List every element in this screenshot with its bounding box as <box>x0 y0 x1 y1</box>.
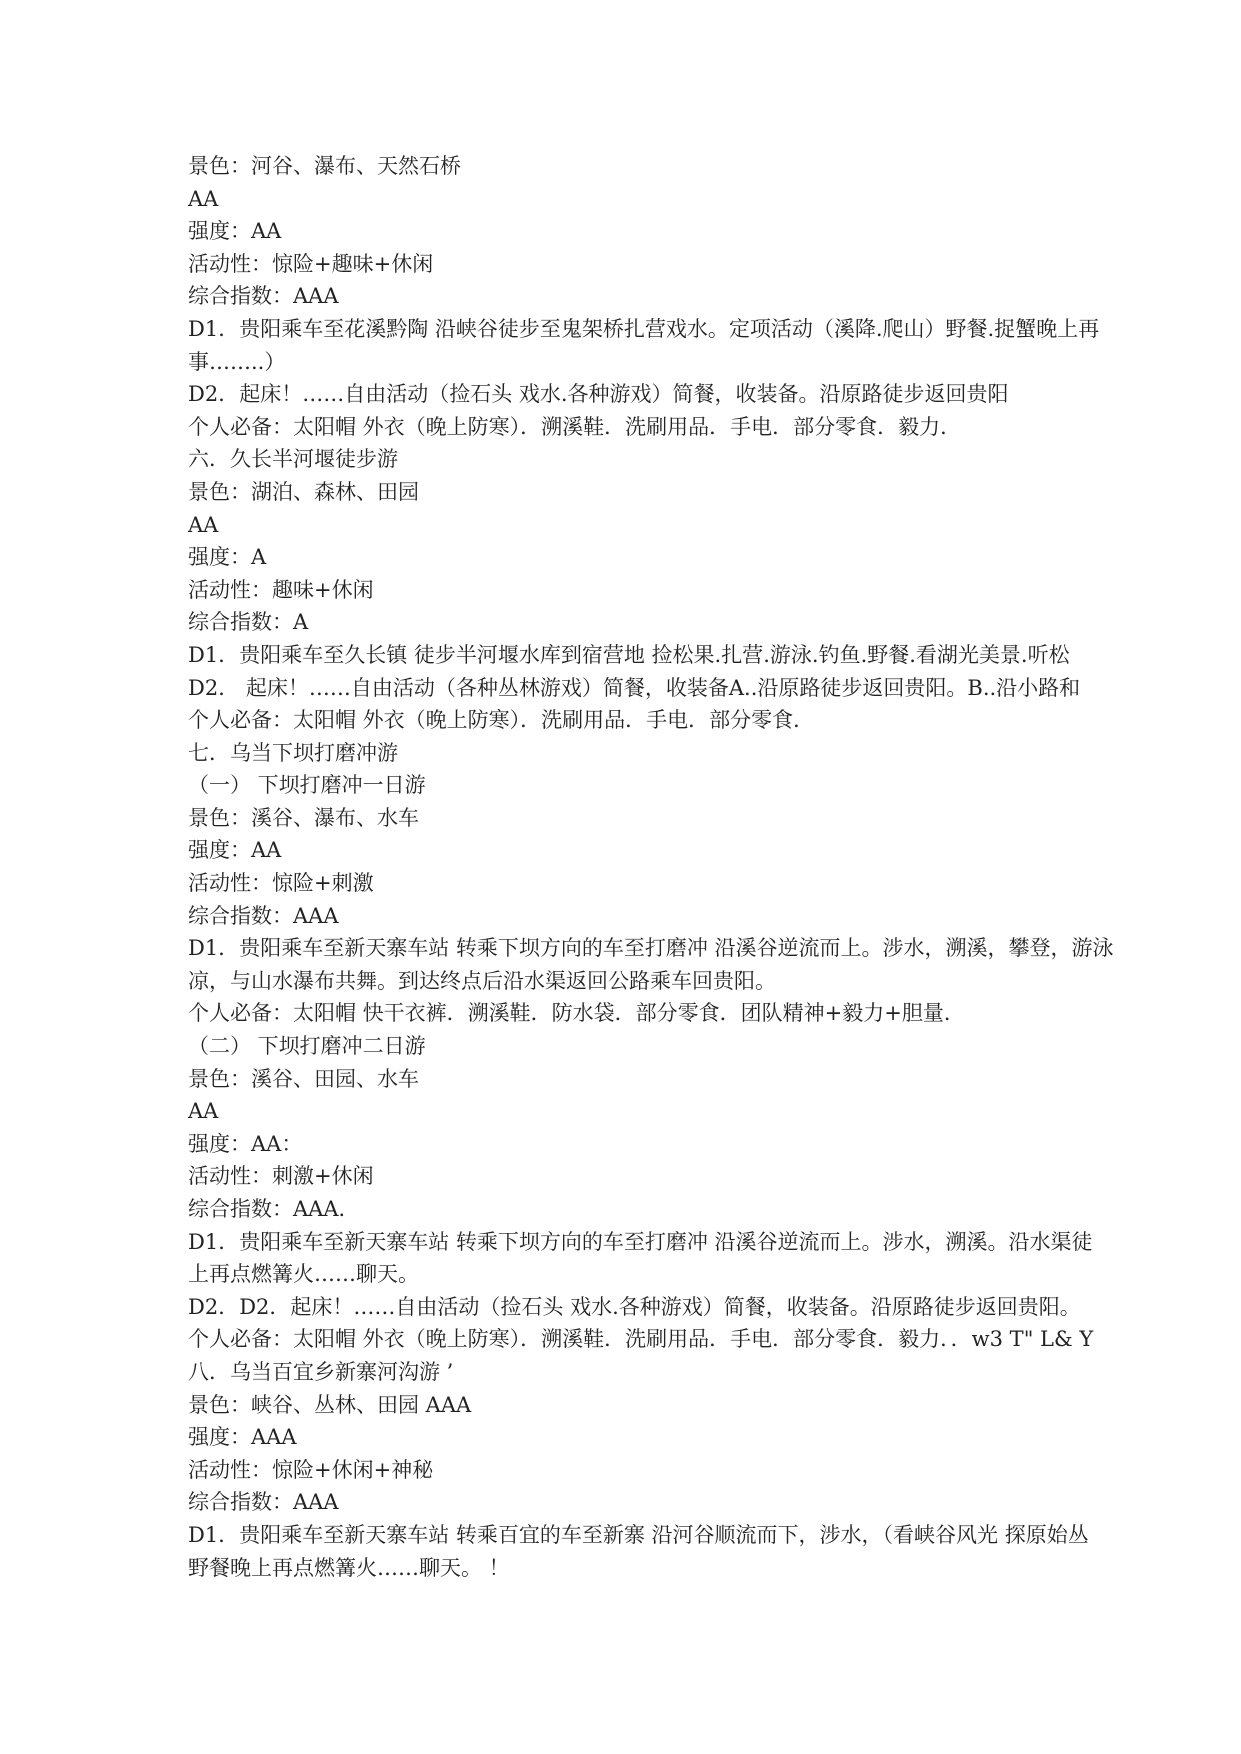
text-line: D1．贵阳乘车至新天寨车站 转乘下坝方向的车至打磨冲 沿溪谷逆流而上。涉水，溯溪，攀登，游泳 <box>188 936 1114 961</box>
text-line: 事……..） <box>188 349 286 374</box>
text-line: D1．贵阳乘车至新天寨车站 转乘下坝方向的车至打磨冲 沿溪谷逆流而上。涉水，溯溪。沿水渠徒 <box>188 1229 1093 1254</box>
text-line: （一） 下坝打磨冲一日游 <box>188 773 426 798</box>
text-line: （二） 下坝打磨冲二日游 <box>188 1034 426 1059</box>
text-line: 活动性：惊险+休闲+神秘 <box>188 1457 434 1482</box>
text-line: D1．贵阳乘车至花溪黔陶 沿峡谷徒步至鬼架桥扎营戏水。定项活动（溪降.爬山）野餐.捉蟹晚上再 <box>188 316 1100 341</box>
text-line: 活动性：刺激+休闲 <box>188 1164 374 1189</box>
text-line: D2． 起床！……自由活动（各种丛林游戏）简餐，收装备A..沿原路徒步返回贵阳。B..沿小路和 <box>188 675 1081 700</box>
text-line: 活动性：惊险+趣味+休闲 <box>188 251 434 276</box>
text-line: 个人必备：太阳帽 外衣（晚上防寒）．溯溪鞋．洗刷用品．手电．部分零食．毅力． <box>188 414 962 439</box>
text-line: D1．贵阳乘车至新天寨车站 转乘百宜的车至新寨 沿河谷顺流而下，涉水，（看峡谷风光 探原始丛 <box>188 1522 1089 1547</box>
text-line: 凉，与山水瀑布共舞。到达终点后沿水渠返回公路乘车回贵阳。 <box>188 968 776 993</box>
text-line: D1．贵阳乘车至久长镇 徒步半河堰水库到宿营地 捡松果.扎营.游泳.钓鱼.野餐.看湖光美景.听松 <box>188 642 1070 667</box>
text-line: AA <box>188 186 219 211</box>
text-line: 六．久长半河堰徒步游 <box>188 447 398 472</box>
text-line: 景色：溪谷、瀑布、水车 <box>188 805 419 830</box>
text-line: 上再点燃篝火……聊天。 <box>188 1262 419 1287</box>
document-body <box>188 150 1241 1584</box>
text-line: AA <box>188 1099 219 1124</box>
text-line: 景色：湖泊、森林、田园 <box>188 479 419 504</box>
text-line: 综合指数：AAA <box>188 1490 339 1515</box>
text-line: 活动性：惊险+刺激 <box>188 871 374 896</box>
text-line: 七．乌当下坝打磨冲游 <box>188 740 398 765</box>
text-line: 个人必备：太阳帽 外衣（晚上防寒）．溯溪鞋．洗刷用品．手电．部分零食．毅力．．w3 T" L& Y <box>188 1327 1094 1352</box>
text-line: 强度：AAA <box>188 1425 297 1450</box>
text-line: 综合指数：AAA． <box>188 1197 360 1221</box>
text-line: 强度：AA <box>188 838 282 863</box>
text-line: 综合指数：AAA <box>188 903 339 928</box>
text-line: 景色：河谷、瀑布、天然石桥 <box>188 154 461 178</box>
text-line: 综合指数：AAA <box>188 284 339 309</box>
text-line: 野餐晚上再点燃篝火……聊天。 ！ <box>188 1555 510 1580</box>
text-line: 强度：AA <box>188 219 282 244</box>
text-line: 强度：A <box>188 545 267 570</box>
text-line: AA <box>188 512 219 537</box>
text-line: 强度：AA： <box>188 1131 303 1156</box>
text-line: D2．起床！……自由活动（捡石头 戏水.各种游戏）简餐，收装备。沿原路徒步返回贵阳 <box>188 382 1009 407</box>
text-line: 综合指数：A <box>188 610 309 635</box>
text-line: 景色：溪谷、田园、水车 <box>188 1066 419 1091</box>
text-line: D2．D2．起床！……自由活动（捡石头 戏水.各种游戏）简餐，收装备。沿原路徒步返回贵阳。 <box>188 1294 1081 1319</box>
text-line: 个人必备：太阳帽 快干衣裤．溯溪鞋．防水袋．部分零食．团队精神+毅力+胆量． <box>188 1001 965 1026</box>
text-line: 景色：峡谷、丛林、田园 AAA <box>188 1392 472 1417</box>
text-line: 个人必备：太阳帽 外衣（晚上防寒）．洗刷用品．手电．部分零食． <box>188 708 815 733</box>
text-line: 活动性：趣味+休闲 <box>188 577 374 602</box>
text-line: 八．乌当百宜乡新寨河沟游 ’ <box>188 1359 454 1384</box>
